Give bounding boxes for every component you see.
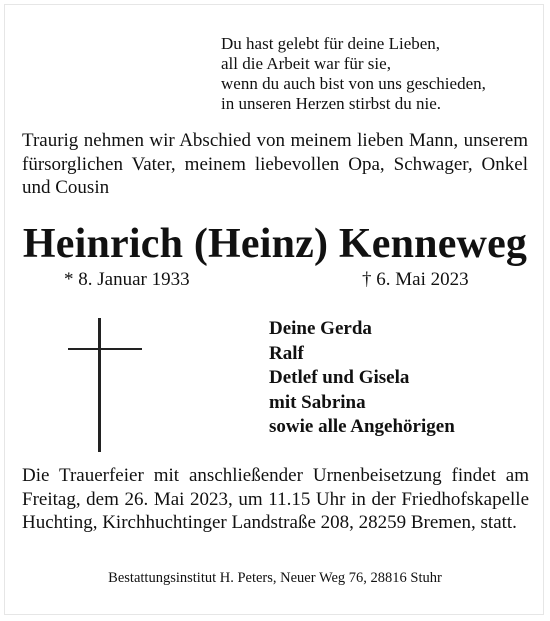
cross-vertical-bar — [98, 318, 101, 452]
memorial-poem — [221, 34, 486, 114]
poem-line: wenn du auch bist von uns geschieden, — [221, 74, 486, 93]
intro-text: Traurig nehmen wir Abschied von meinem lieben Mann, unserem fürsorglichen Vater, meinem liebevollen Opa, Schwager, Onkel und Cousin — [22, 130, 528, 198]
cross-horizontal-bar — [68, 348, 142, 350]
cross-icon — [68, 318, 142, 452]
birth-date: * 8. Januar 1933 — [64, 269, 190, 290]
mourner-name: sowie alle Angehörigen — [269, 416, 455, 437]
mourner-name: Detlef und Gisela — [269, 367, 410, 388]
mourner-name: Deine Gerda — [269, 318, 372, 339]
poem-line: in unseren Herzen stirbst du nie. — [221, 94, 441, 113]
funeral-home-footer: Bestattungsinstitut H. Peters, Neuer Weg 76, 28816 Stuhr — [108, 570, 442, 586]
death-date: † 6. Mai 2023 — [362, 269, 469, 290]
funeral-notice: Die Trauerfeier mit anschließender Urnenbeisetzung findet am Freitag, dem 26. Mai 2023, um 11.15 Uhr in der Friedhofskapelle Huchting, Kirchhuchtinger Landstraße 208, 28259 Bremen, statt. — [22, 465, 529, 533]
poem-line: all die Arbeit war für sie, — [221, 54, 391, 73]
mourner-name: mit Sabrina — [269, 391, 366, 413]
deceased-name: Heinrich (Heinz) Kenneweg — [22, 221, 528, 267]
mourner-name: Ralf — [269, 342, 304, 364]
mourners-list — [269, 317, 455, 440]
poem-line: Du hast gelebt für deine Lieben, — [221, 34, 441, 53]
